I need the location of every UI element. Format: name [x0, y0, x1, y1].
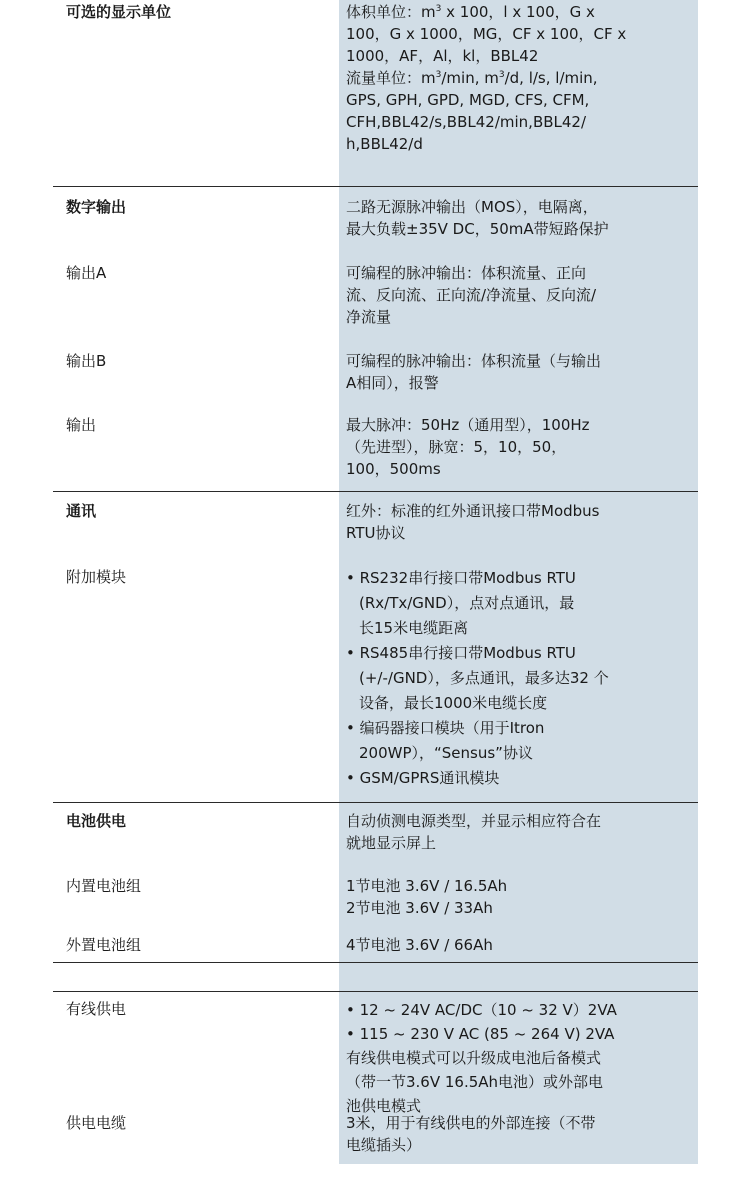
spec-line: A相同），报警: [346, 374, 439, 392]
spec-line: 设备，最长1000米电缆长度: [359, 694, 548, 712]
section-divider: [53, 802, 698, 803]
spec-label-output-b: 输出B: [66, 352, 107, 370]
spec-line: • 12 ~ 24V AC/DC（10 ~ 32 V）2VA: [346, 1001, 617, 1019]
spec-value-communication: [346, 500, 694, 544]
spec-value-internal-battery: [346, 875, 694, 919]
spec-line: 1节电池 3.6V / 16.5Ah: [346, 877, 508, 895]
spec-line: 流量单位：$m^3/\min$, $m^3/d$, l/s, l/min,: [346, 69, 598, 87]
spec-line: 100，500ms: [346, 460, 441, 478]
spec-line: • 编码器接口模块（用于Itron: [346, 719, 545, 737]
spec-line: 流、反向流、正向流/净流量、反向流/: [346, 286, 597, 304]
spec-line: h,BBL42/d: [346, 135, 423, 153]
spec-line: 长15米电缆距离: [359, 619, 469, 637]
spec-line: 最大脉冲：50Hz（通用型），100Hz: [346, 416, 590, 434]
spec-label-internal-battery: 内置电池组: [66, 877, 142, 895]
spec-line: • RS232串行接口带Modbus RTU: [346, 569, 576, 587]
spec-line: （先进型），脉宽：5，10，50，: [346, 438, 567, 456]
spec-line: • GSM/GPRS通讯模块: [346, 769, 500, 787]
spec-value-output-a: [346, 262, 694, 328]
section-divider: [53, 991, 698, 992]
spec-value-add-on-modules: [346, 566, 694, 791]
spec-line: 可编程的脉冲输出：体积流量、正向: [346, 264, 587, 282]
spec-line: 4节电池 3.6V / 66Ah: [346, 936, 493, 954]
spec-label-communication: 通讯: [66, 502, 97, 520]
spec-line: (Rx/Tx/GND），点对点通讯，最: [359, 594, 575, 612]
spec-line: 电缆插头）: [346, 1136, 422, 1154]
spec-line: 就地显示屏上: [346, 834, 437, 852]
section-divider: [53, 491, 698, 492]
spec-line: 池供电模式: [346, 1097, 422, 1115]
spec-value-output-b: [346, 350, 694, 394]
spec-line: 自动侦测电源类型，并显示相应符合在: [346, 812, 602, 830]
spec-line: 3米，用于有线供电的外部连接（不带: [346, 1114, 596, 1132]
spec-value-output: [346, 414, 694, 480]
spec-label-output-a: 输出A: [66, 264, 107, 282]
spec-label-battery-power: 电池供电: [66, 812, 127, 830]
spec-line: 红外：标准的红外通讯接口带Modbus: [346, 502, 600, 520]
spec-line: 有线供电模式可以升级成电池后备模式: [346, 1049, 602, 1067]
spec-label-add-on-modules: 附加模块: [66, 568, 127, 586]
spec-line: （带一节3.6V 16.5Ah电池）或外部电: [346, 1073, 604, 1091]
spec-line: RTU协议: [346, 524, 406, 542]
spec-line: 200WP），“Sensus”协议: [359, 744, 533, 762]
spec-label-power-cable: 供电电缆: [66, 1114, 127, 1132]
spec-label-display-units: 可选的显示单位: [66, 3, 172, 21]
spec-line: 可编程的脉冲输出：体积流量（与输出: [346, 352, 602, 370]
spec-line: • 115 ~ 230 V AC (85 ~ 264 V) 2VA: [346, 1025, 615, 1043]
spec-label-output: 输出: [66, 416, 97, 434]
section-divider: [53, 962, 698, 963]
spec-line: • RS485串行接口带Modbus RTU: [346, 644, 576, 662]
spec-line: CFH,BBL42/s,BBL42/min,BBL42/: [346, 113, 587, 131]
spec-value-external-battery: [346, 934, 694, 956]
spec-value-mains-power: [346, 998, 694, 1118]
spec-label-mains-power: 有线供电: [66, 1000, 127, 1018]
spec-line: 1000，AF，Al，kl，BBL42: [346, 47, 539, 65]
spec-value-digital-output: [346, 196, 694, 240]
spec-line: 体积单位：$m^3$ x 100，l x 100，G x: [346, 3, 595, 21]
spec-line: (+/-/GND），多点通讯，最多达32 个: [359, 669, 609, 687]
section-divider: [53, 186, 698, 187]
spec-line: 最大负载±35V DC，50mA带短路保护: [346, 220, 609, 238]
spec-line: 二路无源脉冲输出（MOS），电隔离，: [346, 198, 598, 216]
spec-line: 净流量: [346, 308, 392, 326]
spec-line: 100，G x 1000，MG，CF x 100，CF x: [346, 25, 627, 43]
spec-value-power-cable: [346, 1112, 694, 1156]
spec-line: 2节电池 3.6V / 33Ah: [346, 899, 493, 917]
spec-line: GPS, GPH, GPD, MGD, CFS, CFM,: [346, 91, 590, 109]
spec-value-battery-power: [346, 810, 694, 854]
spec-label-external-battery: 外置电池组: [66, 936, 142, 954]
spec-label-digital-output: 数字输出: [66, 198, 127, 216]
spec-value-display-units: [346, 1, 694, 155]
